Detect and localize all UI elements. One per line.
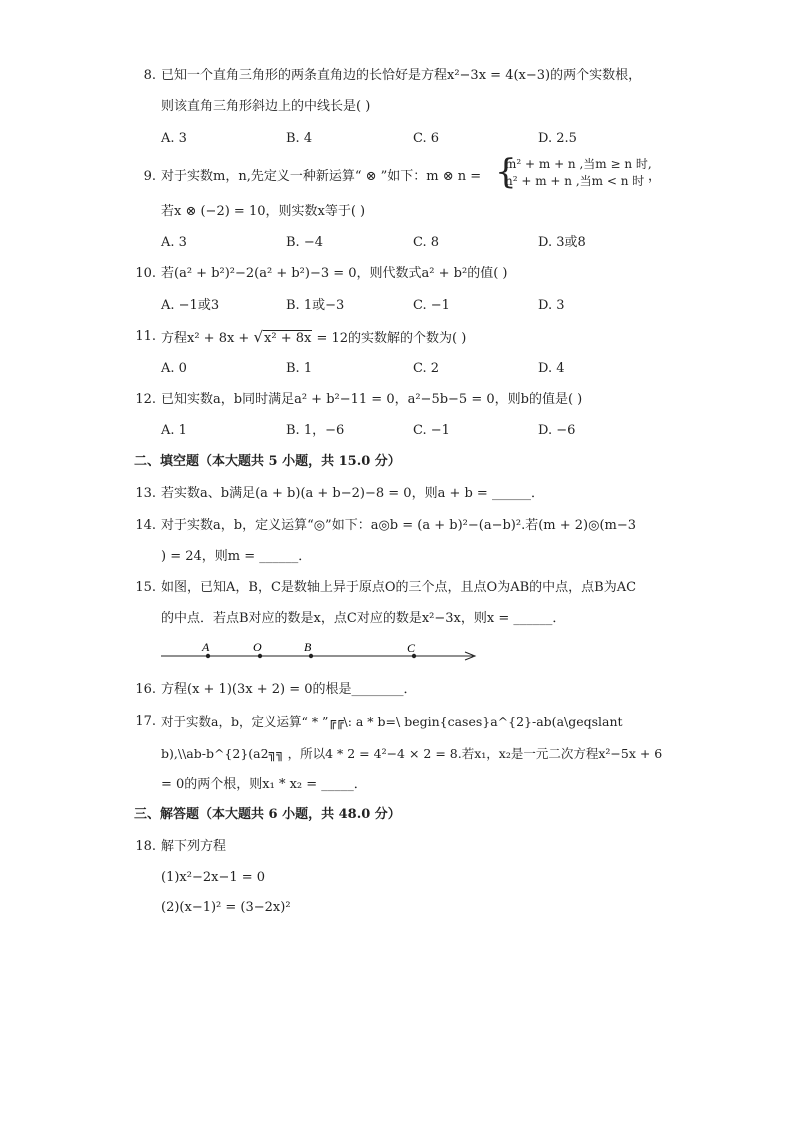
question-16-number: 16. [135,682,156,697]
q12-option-c: C. −1 [413,423,450,438]
q11-stem-post: = 12的实数解的个数为( ) [312,331,467,346]
q11-option-c: C. 2 [413,361,440,376]
q8-option-d: D. 2.5 [538,131,577,146]
q8-option-c: C. 6 [413,131,440,146]
point-a-dot [206,654,210,658]
question-9-stem-cont: 若x ⊗ (−2) = 10，则实数x等于( ) [161,204,366,219]
question-17-stem-end: = 0的两个根，则x₁ * x₂ = _____． [161,777,367,792]
question-16-stem: 方程(x + 1)(3x + 2) = 0的根是________． [161,682,417,697]
question-17-number: 17. [135,714,156,729]
point-o-dot [258,654,262,658]
sqrt-body: x² + 8x [264,331,312,346]
q8-option-a: A. 3 [161,131,187,146]
question-15-stem: 如图，已知A，B，C是数轴上异于原点O的三个点，且点O为AB的中点，点B为AC [161,580,637,595]
point-a-label: A [202,640,210,654]
question-15-stem-cont: 的中点．若点B对应的数是x，点C对应的数是x²−3x，则x = ______． [161,611,566,626]
question-11-stem [161,328,466,348]
q12-option-a: A. 1 [161,423,187,438]
question-12-stem: 已知实数a，b同时满足a² + b²−11 = 0，a²−5b−5 = 0，则b的值是( ) [161,392,583,407]
q12-option-d: D. −6 [538,423,576,438]
question-9-stem: 对于实数m，n,先定义一种新运算“ ⊗ ”如下：m ⊗ n = [161,169,482,184]
section-3-heading: 三、解答题（本大题共 6 小题，共 48.0 分） [134,807,401,822]
q9-case-1: m² + m + n ,当m ≥ n 时, [505,157,652,171]
question-15-number: 15. [135,580,156,595]
question-10-stem: 若(a² + b²)²−2(a² + b²)−3 = 0，则代数式a² + b²的值( ) [161,266,508,281]
q12-option-b: B. 1，−6 [286,423,345,438]
q9-stem-end: ， [648,169,662,184]
question-18-item-2: (2)(x−1)² = (3−2x)² [161,900,291,915]
section-2-heading: 二、填空题（本大题共 5 小题，共 15.0 分） [134,454,401,469]
sqrt-sign: √ [253,328,264,346]
point-b-dot [309,654,313,658]
q10-option-b: B. 1或−3 [286,298,345,313]
q11-stem-pre: 方程x² + 8x + [161,331,254,346]
question-18-stem: 解下列方程 [161,839,227,854]
question-17-stem-cont: b),\\ab-b^{2}(a2╗╗ ，所以4 * 2 = 4²−4 × 2 = 8.若x₁，x₂是一元二次方程x²−5x + 6 [161,746,663,761]
q8-option-b: B. 4 [286,131,313,146]
q9-option-d: D. 3或8 [538,235,586,250]
question-14-stem-cont: ) = 24，则m = ______． [161,549,312,564]
question-8-stem-cont: 则该直角三角形斜边上的中线长是( ) [161,99,371,114]
point-o-label: O [253,640,262,654]
q10-option-d: D. 3 [538,298,565,313]
question-11-number: 11. [135,329,156,344]
q9-case-2: n² + m + n ,当m < n 时 [505,174,645,188]
question-18-item-1: (1)x²−2x−1 = 0 [161,870,266,885]
question-14-stem: 对于实数a，b，定义运算“◎”如下：a◎b = (a + b)²−(a−b)².若(m + 2)◎(m−3 [161,518,637,533]
number-line-figure [155,636,485,666]
question-18-number: 18. [135,839,156,854]
question-13-number: 13. [135,486,156,501]
q9-option-a: A. 3 [161,235,187,250]
question-17-stem: 对于实数a，b，定义运算“ * ”╔╔\: a * b=\ begin{cases}a^{2}-ab(a\geqslant [161,714,623,729]
q9-option-c: C. 8 [413,235,440,250]
q11-option-a: A. 0 [161,361,187,376]
question-8-stem: 已知一个直角三角形的两条直角边的长恰好是方程x²−3x = 4(x−3)的两个实数根， [161,68,642,83]
cases-brace: { [495,152,517,192]
question-8-number: 8. [143,68,156,83]
q10-option-c: C. −1 [413,298,450,313]
q10-option-a: A. −1或3 [161,298,220,313]
q9-option-b: B. −4 [286,235,323,250]
question-14-number: 14. [135,518,156,533]
question-10-number: 10. [135,266,156,281]
point-b-label: B [304,640,312,654]
question-13-stem: 若实数a、b满足(a + b)(a + b−2)−8 = 0，则a + b = ______． [161,486,544,501]
point-c-label: C [407,641,416,655]
q11-option-b: B. 1 [286,361,313,376]
question-9-number: 9. [143,169,156,184]
question-12-number: 12. [135,392,156,407]
q11-option-d: D. 4 [538,361,565,376]
